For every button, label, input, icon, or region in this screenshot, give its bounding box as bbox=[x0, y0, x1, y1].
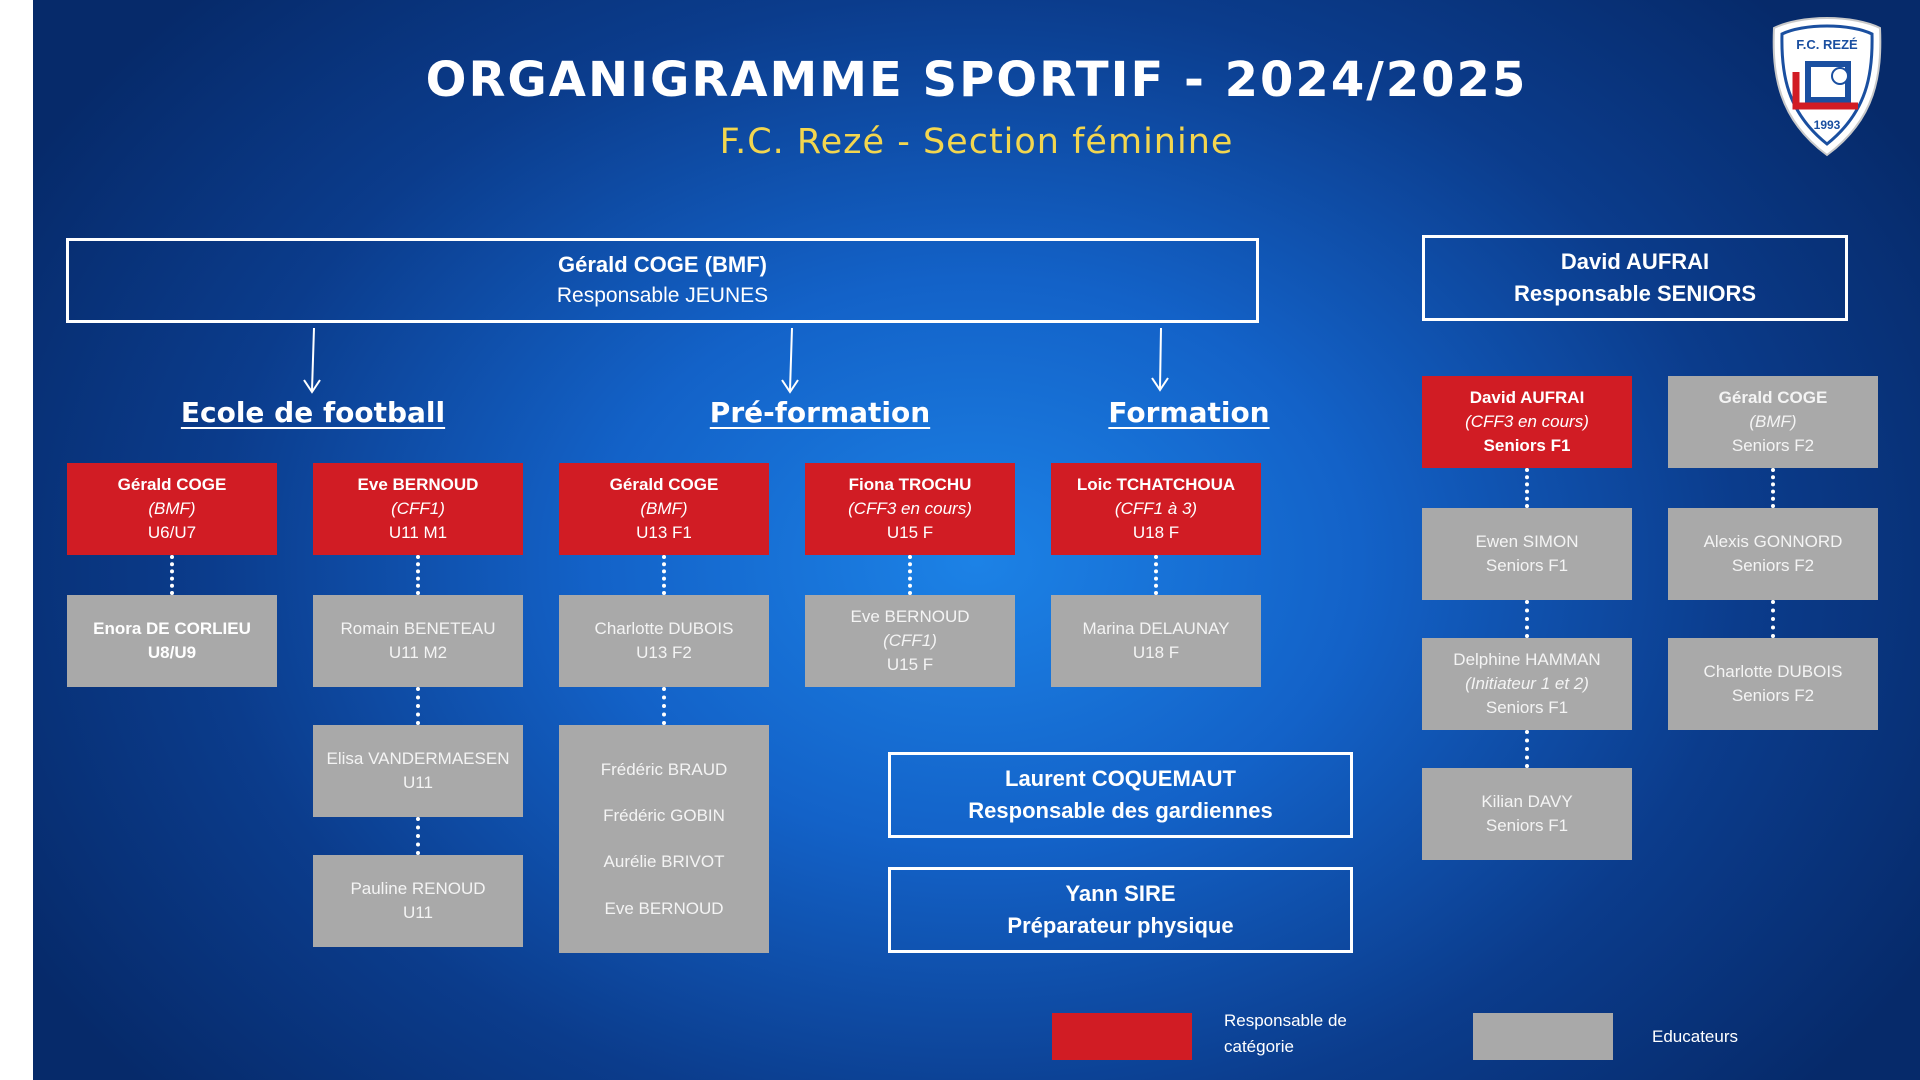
card-name: Marina DELAUNAY bbox=[1082, 619, 1230, 639]
card-u18f-responsable bbox=[1051, 463, 1261, 555]
card-team: U18 F bbox=[1132, 643, 1180, 662]
card-team: U11 M1 bbox=[388, 522, 448, 542]
card-u15f-educateur bbox=[805, 595, 1015, 687]
org-chart-canvas bbox=[33, 0, 1920, 1080]
card-name: Charlotte DUBOIS bbox=[594, 619, 734, 639]
responsable-jeunes-role: Responsable JEUNES bbox=[556, 284, 769, 308]
arrow-ecole bbox=[304, 328, 320, 392]
gardiennes-role: Responsable des gardiennes bbox=[968, 798, 1273, 823]
card-u11m2-educateur bbox=[313, 595, 523, 687]
legend-swatch-responsable bbox=[1052, 1013, 1192, 1060]
card-name: Delphine HAMMAN bbox=[1453, 650, 1601, 670]
card-cert: (CFF1 à 3) bbox=[1114, 499, 1198, 519]
page-subtitle: F.C. Rezé - Section féminine bbox=[719, 122, 1234, 162]
card-team: U15 F bbox=[886, 522, 934, 542]
card-seniors-f2-educateur-2 bbox=[1668, 638, 1878, 730]
legend-swatch-educateurs bbox=[1473, 1013, 1613, 1060]
card-team: U11 M2 bbox=[388, 643, 448, 662]
responsable-seniors-name: David AUFRAI bbox=[1560, 249, 1710, 275]
card-u11m1-responsable bbox=[313, 463, 523, 555]
connector-dotted bbox=[1771, 600, 1775, 638]
card-team: Seniors F2 bbox=[1731, 435, 1815, 455]
card-team: U11 bbox=[403, 903, 433, 922]
card-name: Alexis GONNORD bbox=[1703, 532, 1843, 552]
card-u6u7-responsable bbox=[67, 463, 277, 555]
card-u13-educateurs-list bbox=[559, 725, 769, 953]
connector-dotted bbox=[662, 555, 666, 595]
responsable-seniors-box bbox=[1422, 235, 1848, 321]
card-seniors-f1-educateur-3 bbox=[1422, 768, 1632, 860]
connector-dotted bbox=[416, 555, 420, 595]
card-name: David AUFRAI bbox=[1469, 388, 1585, 408]
preparateur-role: Préparateur physique bbox=[1007, 913, 1234, 938]
list-item: Frédéric BRAUD bbox=[600, 759, 728, 779]
list-item: Aurélie BRIVOT bbox=[603, 852, 725, 872]
connector-dotted bbox=[1525, 468, 1529, 508]
card-team: Seniors F1 bbox=[1485, 697, 1569, 717]
card-u11-educateur-1 bbox=[313, 725, 523, 817]
card-u13f1-responsable bbox=[559, 463, 769, 555]
card-team: U13 F2 bbox=[636, 643, 692, 662]
card-team: U8/U9 bbox=[147, 643, 197, 662]
card-cert: (CFF3 en cours) bbox=[1465, 412, 1589, 432]
card-team: Seniors F2 bbox=[1731, 556, 1815, 575]
connector-dotted bbox=[662, 687, 666, 725]
responsable-jeunes-box bbox=[66, 238, 1259, 323]
card-u11-educateur-2 bbox=[313, 855, 523, 947]
card-cert: (CFF3 en cours) bbox=[848, 499, 972, 519]
card-team: Seniors F1 bbox=[1485, 556, 1569, 575]
section-title-formation: Formation bbox=[1108, 396, 1270, 429]
connector-dotted bbox=[416, 687, 420, 725]
arrow-preformation bbox=[782, 328, 798, 392]
card-seniors-f1-responsable bbox=[1422, 376, 1632, 468]
preparateur-name: Yann SIRE bbox=[1065, 881, 1176, 907]
card-seniors-f1-educateur-1 bbox=[1422, 508, 1632, 600]
connector-dotted bbox=[1525, 600, 1529, 638]
legend-label-educateurs: Educateurs bbox=[1652, 1027, 1738, 1046]
logo-club-name: F.C. REZÉ bbox=[1796, 37, 1858, 52]
connector-dotted bbox=[416, 817, 420, 855]
card-team: U11 bbox=[403, 773, 433, 792]
card-name: Gérald COGE bbox=[609, 475, 719, 495]
card-name: Ewen SIMON bbox=[1475, 532, 1579, 552]
card-u13f2-educateur bbox=[559, 595, 769, 687]
gardiennes-name: Laurent COQUEMAUT bbox=[1005, 766, 1236, 792]
card-u18f-educateur bbox=[1051, 595, 1261, 687]
card-name: Gérald COGE bbox=[117, 475, 227, 495]
card-name: Kilian DAVY bbox=[1481, 792, 1573, 812]
section-title-ecole: Ecole de football bbox=[180, 396, 446, 429]
connector-dotted bbox=[1771, 468, 1775, 508]
card-name: Loic TCHATCHOUA bbox=[1076, 475, 1236, 495]
arrow-formation bbox=[1152, 328, 1168, 390]
card-name: Pauline RENOUD bbox=[350, 879, 486, 899]
card-name: Charlotte DUBOIS bbox=[1703, 662, 1843, 682]
preparateur-physique-box bbox=[888, 867, 1353, 953]
card-name: Eve BERNOUD bbox=[357, 475, 479, 495]
page-title: ORGANIGRAMME SPORTIF - 2024/2025 bbox=[425, 52, 1528, 108]
card-team: U13 F1 bbox=[636, 522, 692, 542]
card-team: U6/U7 bbox=[147, 522, 197, 542]
card-team: U18 F bbox=[1132, 522, 1180, 542]
connector-dotted bbox=[170, 555, 174, 595]
responsable-seniors-role: Responsable SENIORS bbox=[1513, 281, 1757, 306]
card-name: Elisa VANDERMAESEN bbox=[326, 749, 510, 769]
section-title-preformation: Pré-formation bbox=[709, 396, 931, 429]
card-cert: (BMF) bbox=[148, 499, 196, 519]
connector-dotted bbox=[908, 555, 912, 595]
card-name: Romain BENETEAU bbox=[340, 619, 496, 639]
card-seniors-f2-responsable bbox=[1668, 376, 1878, 468]
legend-label-line: Responsable de bbox=[1224, 1011, 1347, 1030]
legend-label-responsable bbox=[1224, 1008, 1347, 1059]
card-team: Seniors F1 bbox=[1483, 435, 1571, 455]
club-logo bbox=[1768, 14, 1886, 159]
card-u8u9-educateur bbox=[67, 595, 277, 687]
card-seniors-f1-educateur-2 bbox=[1422, 638, 1632, 730]
responsable-gardiennes-box bbox=[888, 752, 1353, 838]
card-cert: (CFF1) bbox=[391, 499, 445, 519]
card-cert: (Initiateur 1 et 2) bbox=[1465, 674, 1589, 694]
card-team: Seniors F2 bbox=[1731, 686, 1815, 705]
card-cert: (CFF1) bbox=[883, 631, 937, 651]
card-cert: (BMF) bbox=[640, 499, 688, 519]
connector-dotted bbox=[1154, 555, 1158, 595]
legend-label-line: catégorie bbox=[1224, 1036, 1294, 1056]
card-team: U15 F bbox=[886, 654, 934, 674]
card-cert: (BMF) bbox=[1749, 412, 1797, 432]
list-item: Frédéric GOBIN bbox=[603, 805, 725, 825]
card-name: Enora DE CORLIEU bbox=[93, 619, 251, 639]
card-name: Fiona TROCHU bbox=[848, 475, 972, 495]
card-team: Seniors F1 bbox=[1485, 816, 1569, 835]
responsable-jeunes-name: Gérald COGE (BMF) bbox=[557, 252, 767, 278]
card-name: Eve BERNOUD bbox=[850, 607, 970, 627]
card-seniors-f2-educateur-1 bbox=[1668, 508, 1878, 600]
list-item: Eve BERNOUD bbox=[604, 898, 724, 918]
logo-year: 1993 bbox=[1813, 118, 1841, 132]
card-name: Gérald COGE bbox=[1718, 388, 1828, 408]
card-u15f-responsable bbox=[805, 463, 1015, 555]
connector-dotted bbox=[1525, 730, 1529, 768]
